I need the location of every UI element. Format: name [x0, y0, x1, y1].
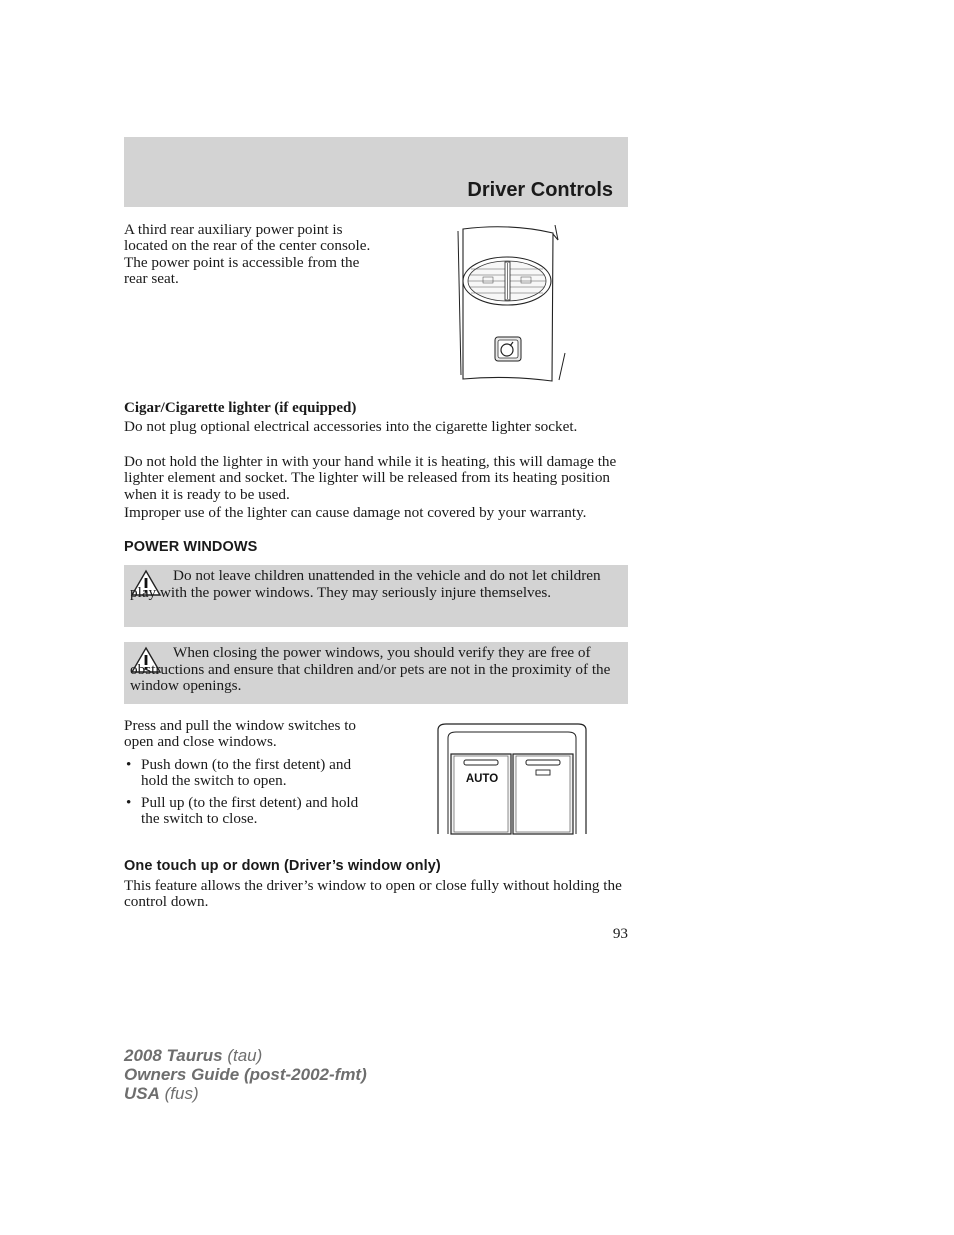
warning-box-obstructions	[124, 642, 628, 704]
one-touch-paragraph: This feature allows the driver’s window to open or close fully without holding the control down.	[124, 877, 622, 911]
lighter-paragraph-2: Do not hold the lighter in with your hand while it is heating, this will damage the lighter element and socket. The lighter will be released from its heating position when it is ready to be used.	[124, 453, 617, 503]
section-header-band	[124, 137, 628, 207]
window-switch-intro: Press and pull the window switches to open and close windows.	[124, 717, 357, 751]
warning-text-obstructions: When closing the power windows, you should verify they are free of obstructions and ensure that children and/or pets are not in the proximity of the window openings.	[130, 644, 611, 695]
window-switch-bullets	[124, 757, 376, 833]
warning-box-children	[124, 565, 628, 627]
rear-console-power-point-illustration	[455, 225, 567, 383]
footer-line-3: USA (fus)	[124, 1084, 199, 1103]
lighter-paragraph-1: Do not plug optional electrical accessories into the cigarette lighter socket.	[124, 418, 578, 435]
list-item: • Push down (to the first detent) and hold the switch to open.	[126, 756, 352, 790]
warning-text-children: Do not leave children unattended in the vehicle and do not let children play with the power windows. They may seriously injure themselves.	[130, 567, 601, 601]
document-footer	[124, 1046, 367, 1103]
page-number: 93	[612, 925, 628, 942]
one-touch-heading: One touch up or down (Driver’s window only)	[124, 858, 441, 874]
power-point-paragraph: A third rear auxiliary power point is located on the rear of the center console. The power point is accessible from the rear seat.	[124, 221, 371, 288]
footer-line-1: 2008 Taurus (tau)	[124, 1046, 263, 1065]
auto-switch-label: AUTO	[465, 773, 499, 785]
footer-line-2: Owners Guide (post-2002-fmt)	[124, 1065, 367, 1084]
section-title: Driver Controls	[467, 179, 613, 201]
lighter-paragraph-3: Improper use of the lighter can cause damage not covered by your warranty.	[124, 504, 587, 521]
lighter-heading: Cigar/Cigarette lighter (if equipped)	[124, 400, 357, 416]
window-switch-illustration	[436, 722, 588, 836]
list-item: • Pull up (to the first detent) and hold the switch to close.	[126, 793, 359, 828]
power-windows-heading: POWER WINDOWS	[124, 539, 258, 555]
